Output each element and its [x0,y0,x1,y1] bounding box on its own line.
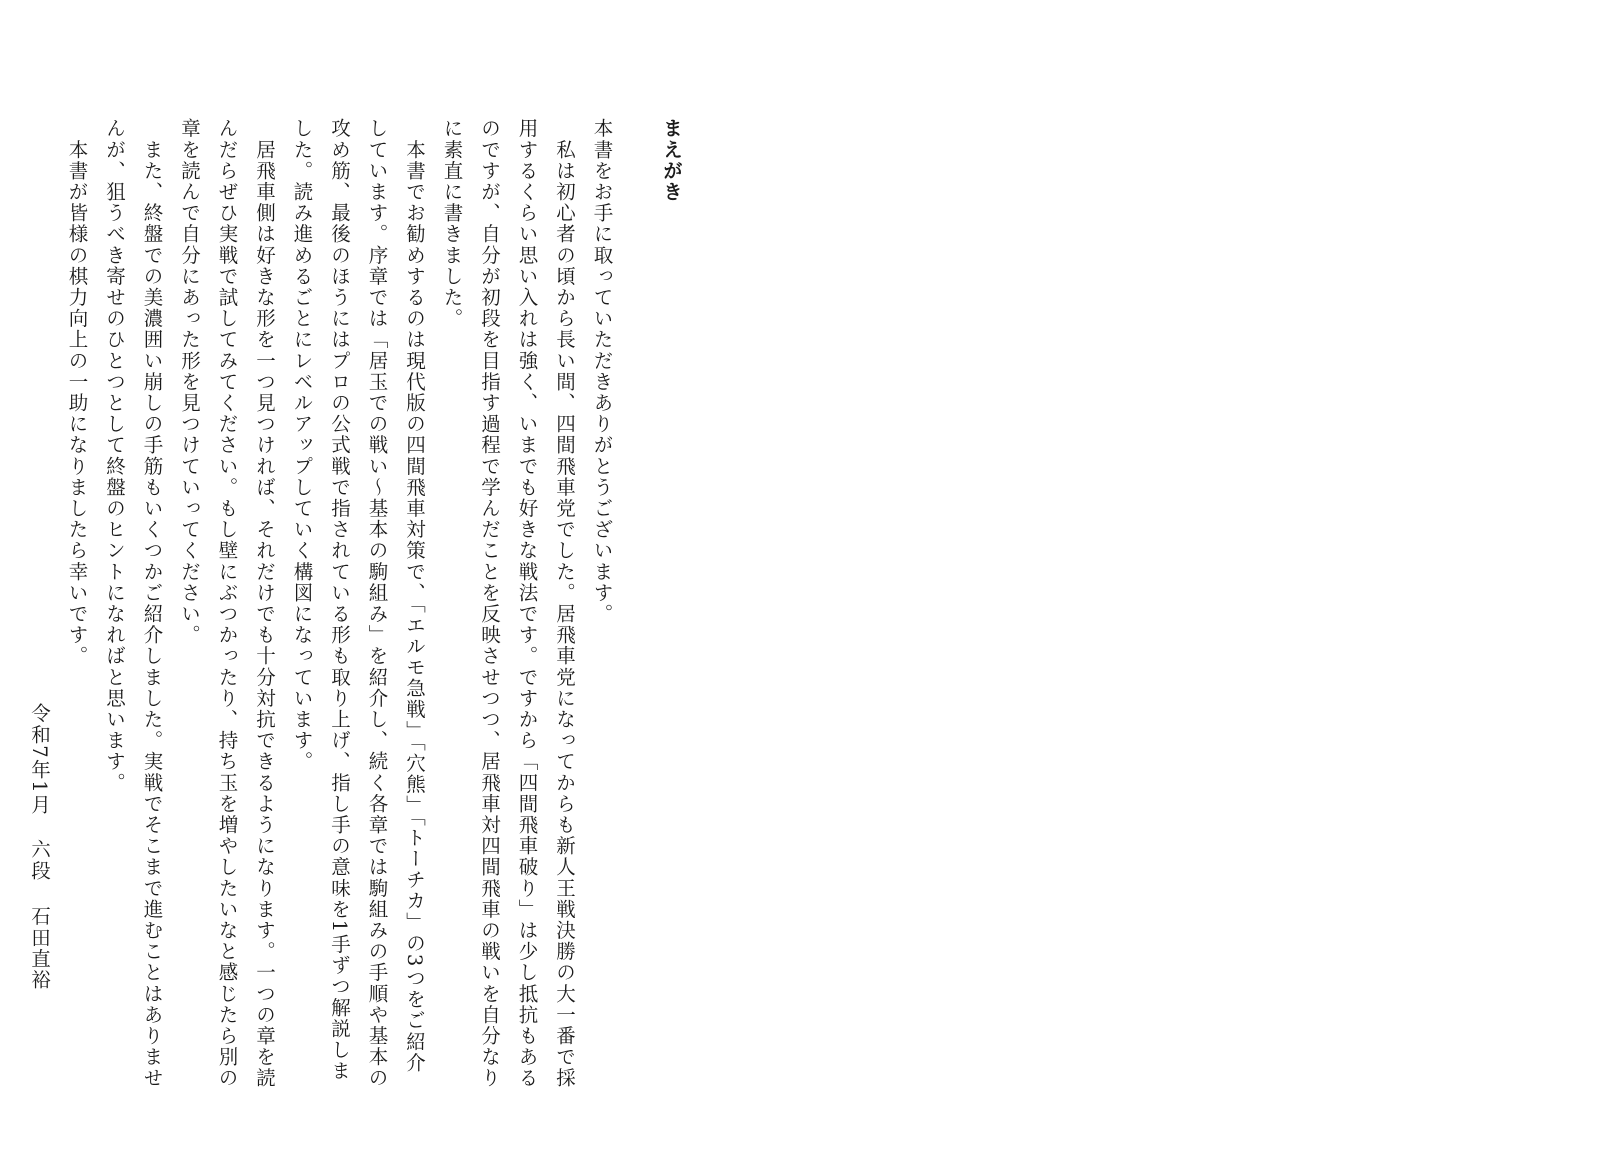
signature-author: 石田直裕 [28,905,51,991]
preface-line: に素直に書きました。 [440,118,464,329]
preface-line: んだらぜひ実戦で試してみてください。もし壁にぶつかったり、持ち玉を増やしたいなと感じたら別の [215,118,239,1089]
preface-line: した。読み進めるごとにレベルアップしていく構図になっています。 [290,118,314,773]
preface-line: 私は初心者の頃から長い間、四間飛車党でした。居飛車党になってからも新人王戦決勝の大一番で採 [553,118,576,1089]
preface-line: のですが、自分が初段を目指す過程で学んだことを反映させつつ、居飛車対四間飛車の戦いを自分なり [478,118,501,1089]
preface-line: しています。序章では「居玉での戦い～基本の駒組み」を紹介し、続く各章では駒組みの手順や基本の [365,118,389,1089]
signature-date: 令和7年1月 [28,703,51,816]
preface-line: 居飛車側は好きな形を一つ見つければ、それだけでも十分対抗できるようになります。一つの章を読 [253,118,276,1089]
preface-line: 本書でお勧めするのは現代版の四間飛車対策で、「エルモ急戦」「穴熊」「トーチカ」の3つをご紹介 [403,118,426,1074]
preface-text-block [0,118,690,1089]
preface-heading: まえがき [660,118,683,203]
preface-line: 攻め筋、最後のほうにはプロの公式戦で指されている形も取り上げ、指し手の意味を1手ずつ解説しま [328,118,351,1082]
preface-line: また、終盤での美濃囲い崩しの手筋もいくつかご紹介しました。実戦でそこまで進むことはありませ [140,118,164,1089]
preface-line: 用するくらい思い入れは強く、いまでも好きな戦法です。ですから「四間飛車破り」は少し抵抗もある [515,118,539,1089]
preface-line: んが、狙うべき寄せのひとつとして終盤のヒントになればと思います。 [103,118,126,794]
preface-line: 章を読んで自分にあった形を見つけていってください。 [178,118,201,646]
signature [21,118,59,1048]
preface-line: 本書が皆様の棋力向上の一助になりましたら幸いです。 [65,118,89,667]
signature-rank: 六段 [28,839,51,882]
preface-line: 本書をお手に取っていただきありがとうございます。 [590,118,614,625]
